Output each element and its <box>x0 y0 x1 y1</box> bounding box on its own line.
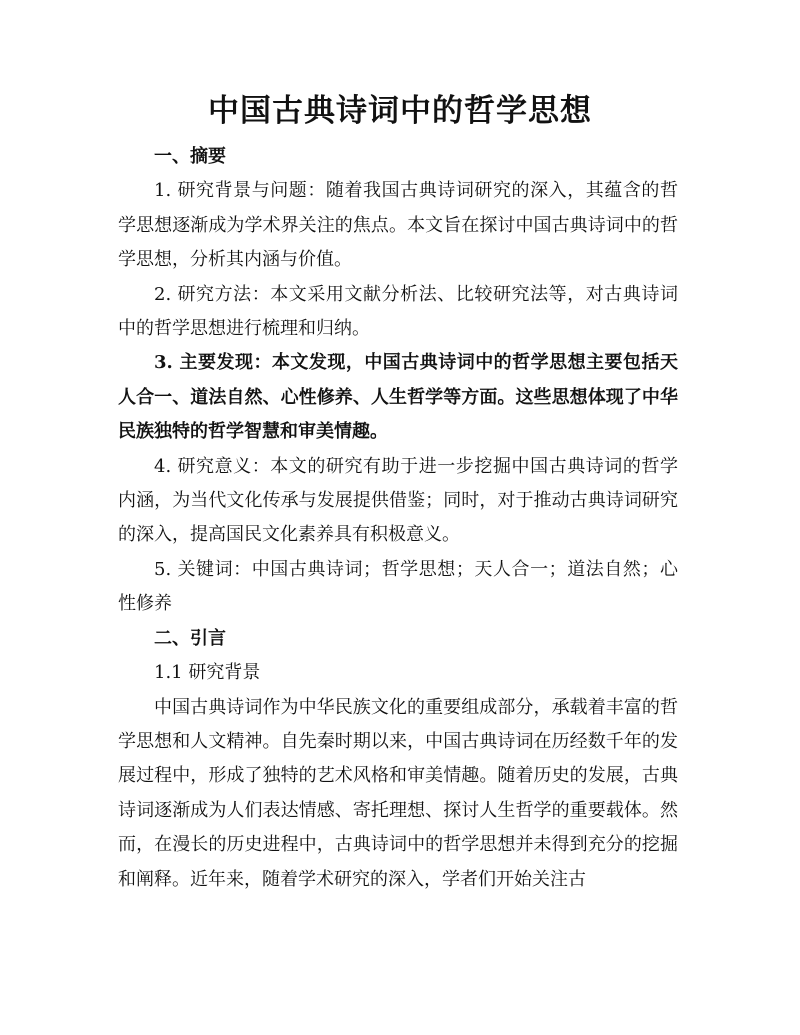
intro-subheading: 1.1 研究背景 <box>154 662 261 684</box>
abstract-item-method: 2. 研究方法：本文采用文献分析法、比较研究法等，对古典诗词中的哲学思想进行梳理和归纳。 <box>118 283 678 340</box>
intro-heading: 二、引言 <box>154 627 226 649</box>
abstract-item-keywords: 5. 关键词：中国古典诗词；哲学思想；天人合一；道法自然；心性修养 <box>118 558 678 615</box>
abstract-item-background: 1. 研究背景与问题：随着我国古典诗词研究的深入，其蕴含的哲学思想逐渐成为学术界关注的焦点。本文旨在探讨中国古典诗词中的哲学思想，分析其内涵与价值。 <box>118 180 678 271</box>
document-body <box>118 140 678 897</box>
intro-paragraph: 中国古典诗词作为中华民族文化的重要组成部分，承载着丰富的哲学思想和人文精神。自先秦时期以来，中国古典诗词在历经数千年的发展过程中，形成了独特的艺术风格和审美情趣。随着历史的发展，古典诗词逐渐成为人们表达情感、寄托理想、探讨人生哲学的重要载体。然而，在漫长的历史进程中，古典诗词中的哲学思想并未得到充分的挖掘和阐释。近年来，随着学术研究的深入，学者们开始关注古 <box>118 696 678 890</box>
document-title: 中国古典诗词中的哲学思想 <box>208 93 592 129</box>
abstract-item-significance: 4. 研究意义：本文的研究有助于进一步挖掘中国古典诗词的哲学内涵，为当代文化传承与发展提供借鉴；同时，对于推动古典诗词研究的深入，提高国民文化素养具有积极意义。 <box>118 455 678 546</box>
abstract-item-findings: 3. 主要发现：本文发现，中国古典诗词中的哲学思想主要包括天人合一、道法自然、心性修养、人生哲学等方面。这些思想体现了中华民族独特的哲学智慧和审美情趣。 <box>118 352 678 443</box>
abstract-heading: 一、摘要 <box>154 146 226 167</box>
